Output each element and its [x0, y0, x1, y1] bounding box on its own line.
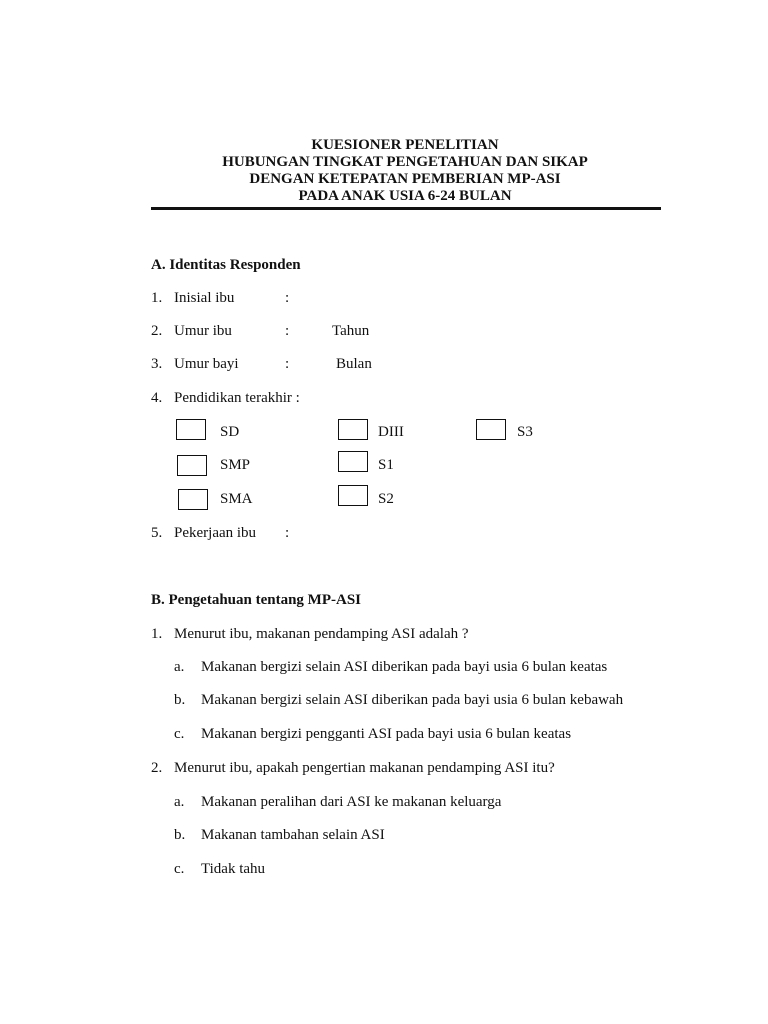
- item-4-number: 4.: [151, 390, 163, 406]
- item-1-number: 1.: [151, 290, 163, 306]
- option-s3-label: S3: [517, 424, 533, 440]
- item-2-number: 2.: [151, 323, 163, 339]
- question-2-option-c-letter: c.: [174, 861, 185, 877]
- question-1-option-a-text[interactable]: Makanan bergizi selain ASI diberikan pada bayi usia 6 bulan keatas: [201, 659, 608, 675]
- item-4-label: Pendidikan terakhir :: [174, 390, 300, 406]
- checkbox-s1[interactable]: [338, 451, 368, 472]
- option-sd-label: SD: [220, 424, 240, 440]
- item-5-colon: :: [285, 525, 290, 541]
- option-diii-label: DIII: [378, 424, 404, 440]
- option-sma-label: SMA: [220, 491, 253, 507]
- item-1-label: Inisial ibu: [174, 290, 235, 306]
- question-2-option-a-text[interactable]: Makanan peralihan dari ASI ke makanan keluarga: [201, 794, 502, 810]
- item-3-unit: Bulan: [336, 356, 372, 372]
- question-2-number: 2.: [151, 760, 163, 776]
- option-smp-label: SMP: [220, 457, 251, 473]
- title-line-4: PADA ANAK USIA 6-24 BULAN: [298, 188, 512, 204]
- question-1-option-b-text[interactable]: Makanan bergizi selain ASI diberikan pada bayi usia 6 bulan kebawah: [201, 692, 624, 708]
- question-1-option-a-letter: a.: [174, 659, 185, 675]
- question-1-text: Menurut ibu, makanan pendamping ASI adalah ?: [174, 626, 469, 642]
- question-2-option-c-text[interactable]: Tidak tahu: [201, 861, 266, 877]
- question-1-option-b-letter: b.: [174, 692, 186, 708]
- question-2-option-b-text[interactable]: Makanan tambahan selain ASI: [201, 827, 385, 843]
- item-1-colon: :: [285, 290, 290, 306]
- checkbox-sd[interactable]: [176, 419, 206, 440]
- title-line-1: KUESIONER PENELITIAN: [311, 137, 499, 153]
- question-1-option-c-letter: c.: [174, 726, 185, 742]
- checkbox-s2[interactable]: [338, 485, 368, 506]
- section-a-heading: A. Identitas Responden: [151, 257, 301, 273]
- question-2-text: Menurut ibu, apakah pengertian makanan pendamping ASI itu?: [174, 760, 555, 776]
- checkbox-smp[interactable]: [177, 455, 207, 476]
- section-b-heading: B. Pengetahuan tentang MP-ASI: [151, 592, 362, 608]
- checkbox-s3[interactable]: [476, 419, 506, 440]
- item-2-colon: :: [285, 323, 290, 339]
- item-5-label: Pekerjaan ibu: [174, 525, 257, 541]
- checkbox-diii[interactable]: [338, 419, 368, 440]
- question-1-option-c-text[interactable]: Makanan bergizi pengganti ASI pada bayi usia 6 bulan keatas: [201, 726, 572, 742]
- question-2-option-a-letter: a.: [174, 794, 185, 810]
- item-3-number: 3.: [151, 356, 163, 372]
- title-divider: [151, 207, 661, 210]
- item-3-label: Umur bayi: [174, 356, 239, 372]
- question-1-number: 1.: [151, 626, 163, 642]
- title-line-3: DENGAN KETEPATAN PEMBERIAN MP-ASI: [249, 171, 561, 187]
- item-2-label: Umur ibu: [174, 323, 232, 339]
- item-3-colon: :: [285, 356, 290, 372]
- item-2-unit: Tahun: [332, 323, 370, 339]
- option-s1-label: S1: [378, 457, 394, 473]
- question-2-option-b-letter: b.: [174, 827, 186, 843]
- document-title: [150, 137, 660, 205]
- item-5-number: 5.: [151, 525, 163, 541]
- checkbox-sma[interactable]: [178, 489, 208, 510]
- option-s2-label: S2: [378, 491, 394, 507]
- title-line-2: HUBUNGAN TINGKAT PENGETAHUAN DAN SIKAP: [222, 154, 588, 170]
